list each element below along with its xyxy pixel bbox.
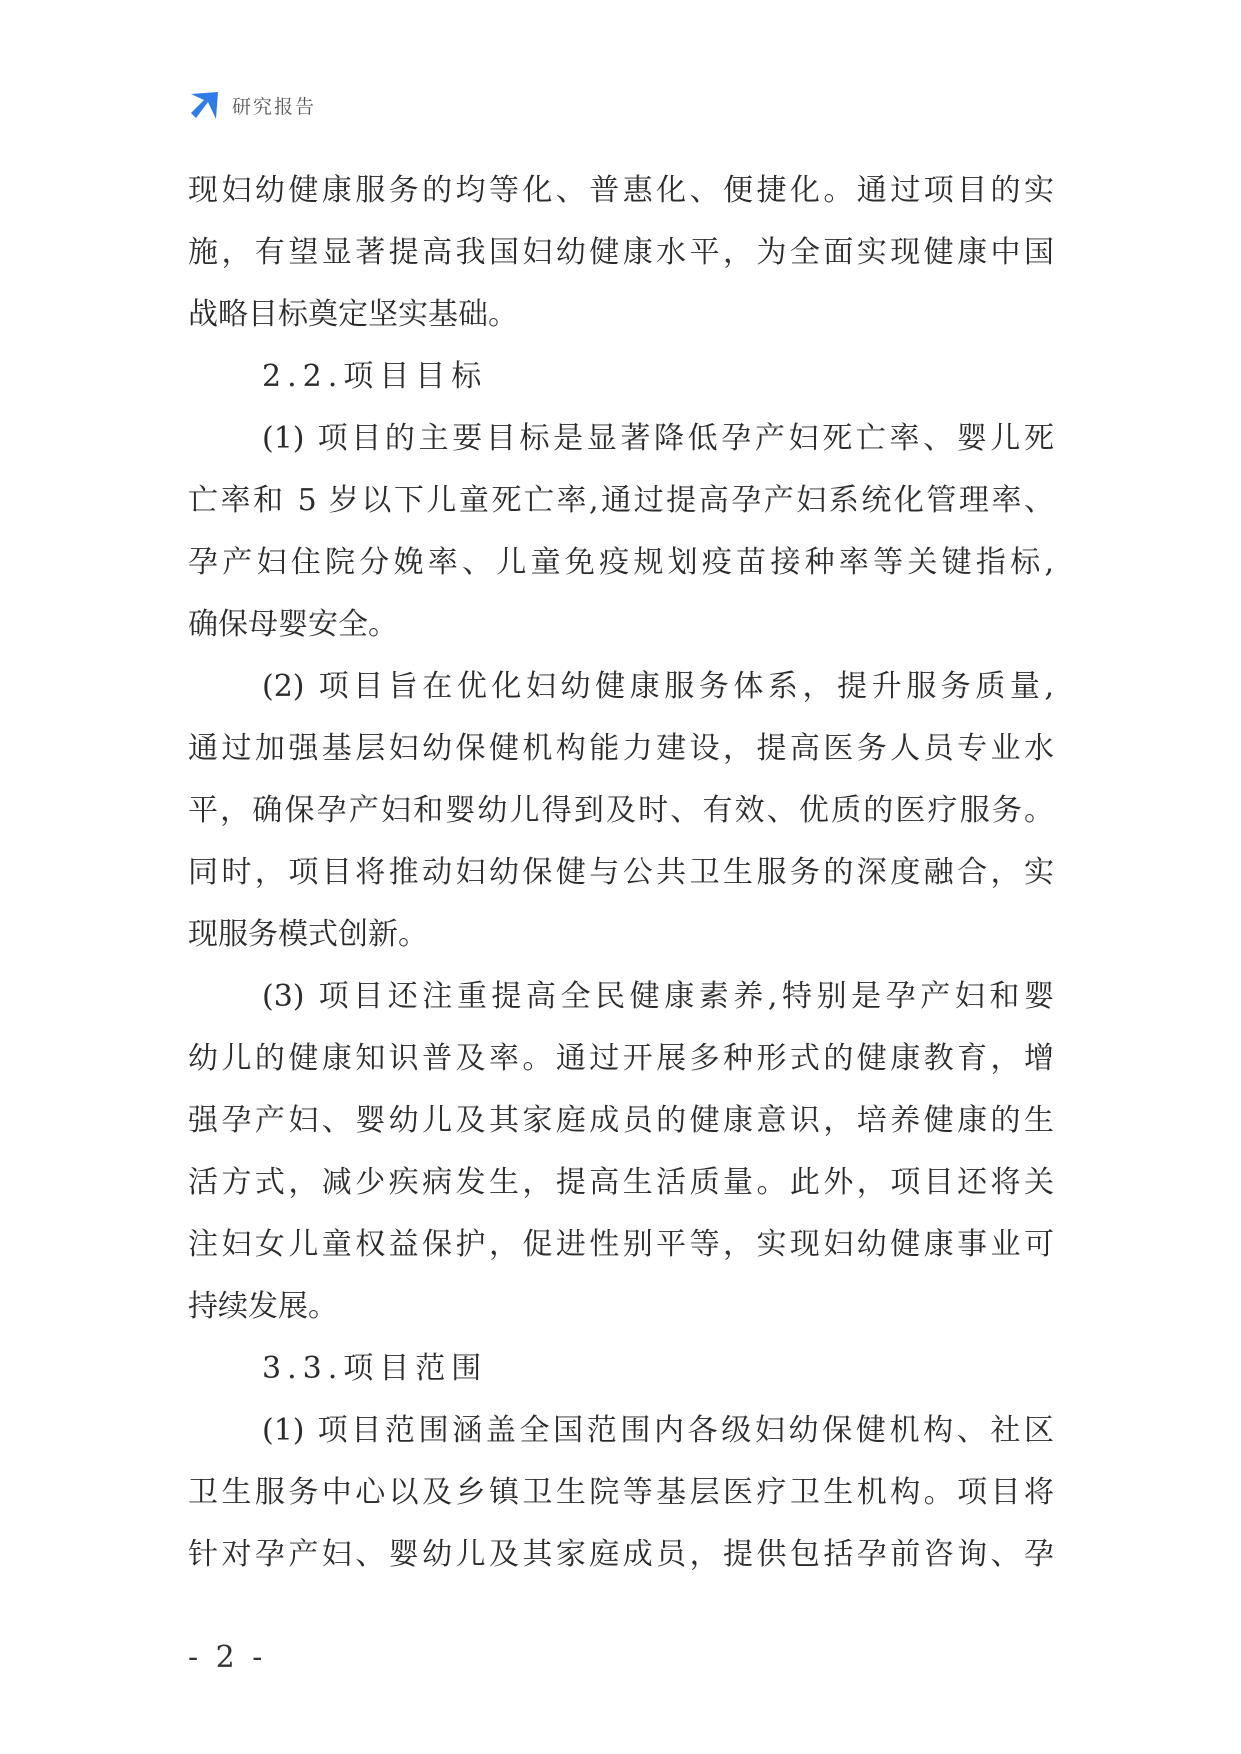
text-line: 针对孕产妇、婴幼儿及其家庭成员，提供包括孕前咨询、孕 [188,1537,1054,1572]
text-line: (3) 项目还注重提高全民健康素养,特别是孕产妇和婴 [262,979,1054,1014]
page-number: - 2 - [188,1640,267,1675]
text-line: 孕产妇住院分娩率、儿童免疫规划疫苗接种率等关键指标, [188,545,1054,580]
section-heading: 3.3.项目范围 [262,1351,488,1386]
text-line: 施，有望显著提高我国妇幼健康水平，为全面实现健康中国 [188,235,1054,270]
body-text [188,160,1054,1586]
text-line: 现妇幼健康服务的均等化、普惠化、便捷化。通过项目的实 [188,173,1054,208]
text-line: 持续发展。 [188,1289,338,1324]
text-line: 幼儿的健康知识普及率。通过开展多种形式的健康教育，增 [188,1041,1054,1076]
arrow-logo-icon [188,88,222,122]
text-line: 通过加强基层妇幼保健机构能力建设，提高医务人员专业水 [188,731,1054,766]
text-line: 亡率和 5 岁以下儿童死亡率,通过提高孕产妇系统化管理率、 [188,483,1054,518]
text-line: 同时，项目将推动妇幼保健与公共卫生服务的深度融合，实 [188,855,1054,890]
text-line: 平，确保孕产妇和婴幼儿得到及时、有效、优质的医疗服务。 [188,793,1054,828]
text-line: (1) 项目范围涵盖全国范围内各级妇幼保健机构、社区 [262,1413,1054,1448]
header-title: 研究报告 [232,95,317,118]
text-line: 活方式，减少疾病发生，提高生活质量。此外，项目还将关 [188,1165,1054,1200]
page-header [188,88,316,122]
text-line: (1) 项目的主要目标是显著降低孕产妇死亡率、婴儿死 [262,421,1054,456]
text-line: 确保母婴安全。 [188,607,398,642]
text-line: 注妇女儿童权益保护，促进性别平等，实现妇幼健康事业可 [188,1227,1054,1262]
text-line: 强孕产妇、婴幼儿及其家庭成员的健康意识，培养健康的生 [188,1103,1054,1138]
text-line: 现服务模式创新。 [188,917,428,952]
text-line: 卫生服务中心以及乡镇卫生院等基层医疗卫生机构。项目将 [188,1475,1054,1510]
text-line: 战略目标奠定坚实基础。 [188,297,518,332]
text-line: (2) 项目旨在优化妇幼健康服务体系，提升服务质量, [262,669,1054,704]
section-heading: 2.2.项目目标 [262,359,488,394]
